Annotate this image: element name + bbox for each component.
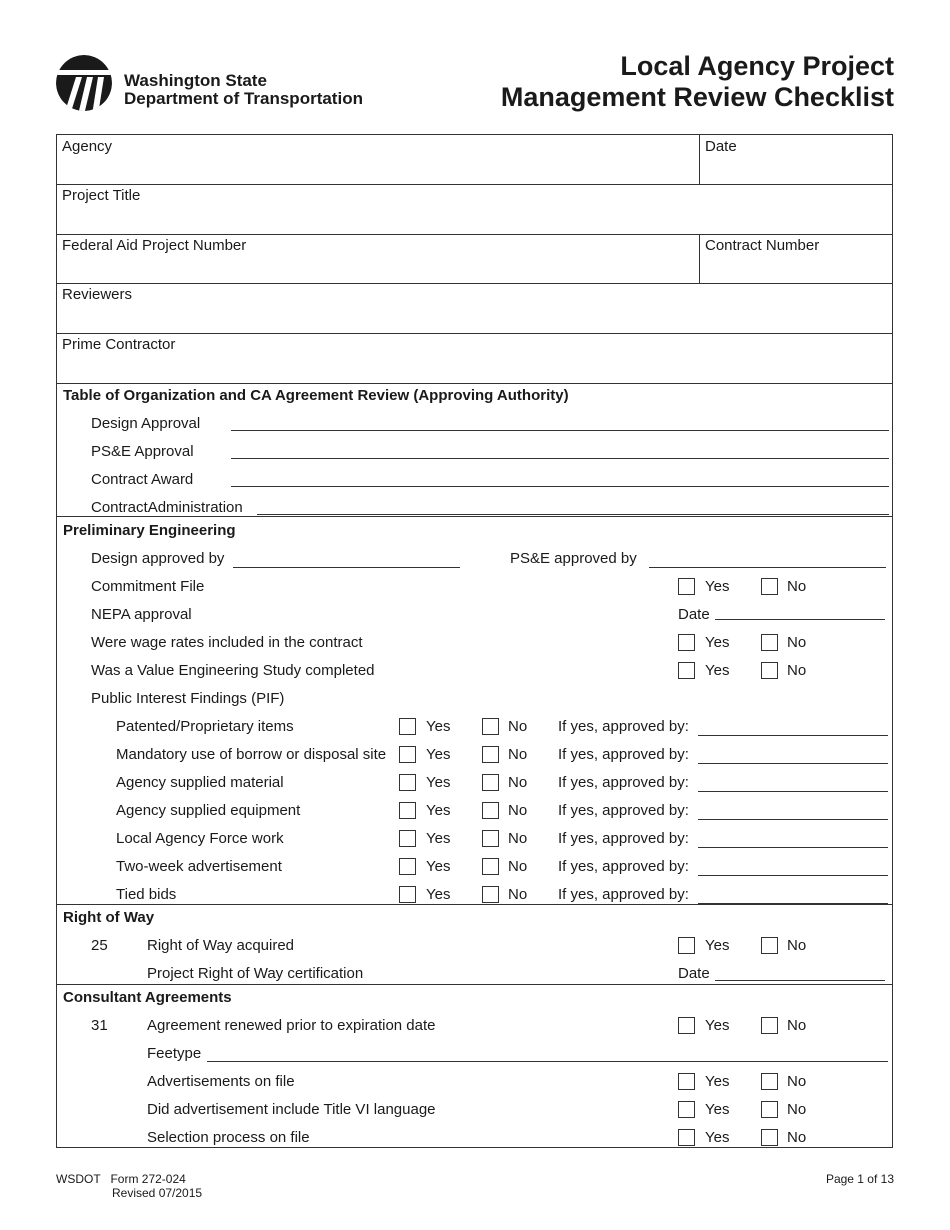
yes-label: Yes: [705, 662, 730, 679]
no-label: No: [508, 886, 528, 903]
advertisements-no-checkbox[interactable]: [761, 1073, 778, 1090]
date-field[interactable]: Date: [705, 138, 737, 155]
approved-by-line[interactable]: [698, 819, 888, 820]
design-approved-by-line[interactable]: [233, 567, 460, 568]
wage-rates-yes-checkbox[interactable]: [678, 634, 695, 651]
yes-label: Yes: [705, 1101, 730, 1118]
pse-approval-label: PS&E Approval: [91, 443, 194, 460]
fee-type-label: Feetype: [147, 1045, 202, 1062]
pse-approved-by-line[interactable]: [649, 567, 886, 568]
divider: [57, 283, 892, 284]
contract-administration-line[interactable]: [257, 514, 889, 515]
contract-administration-label: ContractAdministration: [91, 499, 243, 516]
selection-process-yes-checkbox[interactable]: [678, 1129, 695, 1146]
advertisements-yes-checkbox[interactable]: [678, 1073, 695, 1090]
divider: [699, 135, 700, 184]
reviewers-field[interactable]: Reviewers: [62, 286, 133, 303]
pif-no-checkbox[interactable]: [482, 802, 499, 819]
agreement-renewed-yes-checkbox[interactable]: [678, 1017, 695, 1034]
no-label: No: [787, 1101, 807, 1118]
title-line-2: Management Review Checklist: [500, 82, 894, 112]
no-label: No: [787, 634, 807, 651]
nepa-approval-label: NEPA approval: [91, 606, 192, 623]
agreement-renewed-label: Agreement renewed prior to expiration date: [147, 1017, 436, 1034]
pif-no-checkbox[interactable]: [482, 886, 499, 903]
no-label: No: [508, 802, 528, 819]
preliminary-heading: Preliminary Engineering: [63, 522, 236, 539]
commitment-file-yes-checkbox[interactable]: [678, 578, 695, 595]
right-of-way-yes-checkbox[interactable]: [678, 937, 695, 954]
yes-label: Yes: [426, 830, 451, 847]
project-title-field[interactable]: Project Title: [62, 187, 141, 204]
divider: [57, 383, 892, 384]
pif-yes-checkbox[interactable]: [399, 802, 416, 819]
pif-no-checkbox[interactable]: [482, 718, 499, 735]
pif-item-label: Agency supplied equipment: [116, 802, 301, 819]
contract-number-field[interactable]: Contract Number: [705, 237, 820, 254]
page-title: [501, 51, 894, 113]
design-approval-line[interactable]: [231, 430, 889, 431]
divider: [57, 184, 892, 185]
yes-label: Yes: [426, 774, 451, 791]
contract-award-label: Contract Award: [91, 471, 194, 488]
design-approved-by-label: Design approved by: [91, 550, 225, 567]
pif-item-label: Tied bids: [116, 886, 177, 903]
yes-label: Yes: [705, 634, 730, 651]
contract-award-line[interactable]: [231, 486, 889, 487]
approved-by-label: If yes, approved by:: [558, 830, 689, 847]
advertisements-label: Advertisements on file: [147, 1073, 295, 1090]
revision-date: Revised 07/2015: [112, 1186, 203, 1200]
right-of-way-heading: Right of Way: [63, 909, 155, 926]
yes-label: Yes: [426, 802, 451, 819]
item-number: 31: [91, 1017, 108, 1034]
pif-yes-checkbox[interactable]: [399, 718, 416, 735]
right-of-way-acquired-label: Right of Way acquired: [147, 937, 295, 954]
approved-by-label: If yes, approved by:: [558, 886, 689, 903]
no-label: No: [508, 774, 528, 791]
yes-label: Yes: [705, 1129, 730, 1146]
organization-heading: Table of Organization and CA Agreement Review (Approving Authority): [63, 387, 569, 404]
fee-type-line[interactable]: [207, 1061, 888, 1062]
pif-item-label: Agency supplied material: [116, 774, 284, 791]
approved-by-label: If yes, approved by:: [558, 746, 689, 763]
pif-no-checkbox[interactable]: [482, 774, 499, 791]
title-vi-label: Did advertisement include Title VI language: [147, 1101, 436, 1118]
commitment-file-no-checkbox[interactable]: [761, 578, 778, 595]
approved-by-line[interactable]: [698, 763, 888, 764]
wsdot-logo-icon: [56, 55, 116, 115]
pse-approval-line[interactable]: [231, 458, 889, 459]
agreement-renewed-no-checkbox[interactable]: [761, 1017, 778, 1034]
no-label: No: [787, 662, 807, 679]
consultant-heading: Consultant Agreements: [63, 989, 232, 1006]
pse-approved-by-label: PS&E approved by: [510, 550, 637, 567]
approved-by-line[interactable]: [698, 847, 888, 848]
pif-item-label: Patented/Proprietary items: [116, 718, 294, 735]
row-certification-label: Project Right of Way certification: [147, 965, 364, 982]
pif-item-label: Local Agency Force work: [116, 830, 284, 847]
value-engineering-yes-checkbox[interactable]: [678, 662, 695, 679]
item-number: 25: [91, 937, 108, 954]
prime-contractor-field[interactable]: Prime Contractor: [62, 336, 176, 353]
divider: [57, 984, 892, 985]
wage-rates-label: Were wage rates included in the contract: [91, 634, 363, 651]
approved-by-label: If yes, approved by:: [558, 802, 689, 819]
right-of-way-no-checkbox[interactable]: [761, 937, 778, 954]
yes-label: Yes: [705, 578, 730, 595]
pif-yes-checkbox[interactable]: [399, 858, 416, 875]
nepa-date-label: Date: [678, 606, 710, 623]
pif-item-label: Mandatory use of borrow or disposal site: [116, 746, 387, 763]
yes-label: Yes: [426, 858, 451, 875]
yes-label: Yes: [705, 1017, 730, 1034]
approved-by-label: If yes, approved by:: [558, 858, 689, 875]
logo-line-1: Washington State: [124, 71, 267, 90]
no-label: No: [787, 1073, 807, 1090]
approved-by-label: If yes, approved by:: [558, 718, 689, 735]
federal-aid-project-number-field[interactable]: Federal Aid Project Number: [62, 237, 247, 254]
divider: [699, 234, 700, 283]
form-id: WSDOT Form 272-024: [56, 1172, 186, 1186]
yes-label: Yes: [426, 746, 451, 763]
pif-no-checkbox[interactable]: [482, 858, 499, 875]
divider: [57, 234, 892, 235]
design-approval-label: Design Approval: [91, 415, 201, 432]
approved-by-line[interactable]: [698, 875, 888, 876]
value-engineering-no-checkbox[interactable]: [761, 662, 778, 679]
pif-yes-checkbox[interactable]: [399, 886, 416, 903]
title-line-1: Local Agency Project: [620, 51, 894, 81]
no-label: No: [787, 937, 807, 954]
logo-line-2: Department of Transportation: [124, 89, 363, 108]
value-engineering-label: Was a Value Engineering Study completed: [91, 662, 375, 679]
page-number: Page 1 of 13: [825, 1172, 894, 1186]
no-label: No: [508, 830, 528, 847]
title-vi-no-checkbox[interactable]: [761, 1101, 778, 1118]
divider: [57, 904, 892, 905]
pif-heading: Public Interest Findings (PIF): [91, 690, 285, 707]
approved-by-line[interactable]: [698, 735, 888, 736]
no-label: No: [508, 746, 528, 763]
divider: [57, 516, 892, 517]
row-date-line[interactable]: [715, 980, 885, 981]
selection-process-label: Selection process on file: [147, 1129, 310, 1146]
row-date-label: Date: [678, 965, 710, 982]
yes-label: Yes: [426, 718, 451, 735]
approved-by-label: If yes, approved by:: [558, 774, 689, 791]
divider: [57, 333, 892, 334]
pif-yes-checkbox[interactable]: [399, 830, 416, 847]
approved-by-line[interactable]: [698, 791, 888, 792]
nepa-date-line[interactable]: [715, 619, 885, 620]
no-label: No: [508, 858, 528, 875]
no-label: No: [508, 718, 528, 735]
yes-label: Yes: [705, 937, 730, 954]
pif-no-checkbox[interactable]: [482, 830, 499, 847]
logo-text: [124, 72, 363, 108]
pif-item-label: Two-week advertisement: [116, 858, 282, 875]
selection-process-no-checkbox[interactable]: [761, 1129, 778, 1146]
no-label: No: [787, 1017, 807, 1034]
pif-yes-checkbox[interactable]: [399, 774, 416, 791]
no-label: No: [787, 1129, 807, 1146]
yes-label: Yes: [426, 886, 451, 903]
commitment-file-label: Commitment File: [91, 578, 205, 595]
yes-label: Yes: [705, 1073, 730, 1090]
checklist-form: [56, 134, 893, 1148]
wage-rates-no-checkbox[interactable]: [761, 634, 778, 651]
title-vi-yes-checkbox[interactable]: [678, 1101, 695, 1118]
pif-no-checkbox[interactable]: [482, 746, 499, 763]
agency-field[interactable]: Agency: [62, 138, 113, 155]
pif-yes-checkbox[interactable]: [399, 746, 416, 763]
no-label: No: [787, 578, 807, 595]
